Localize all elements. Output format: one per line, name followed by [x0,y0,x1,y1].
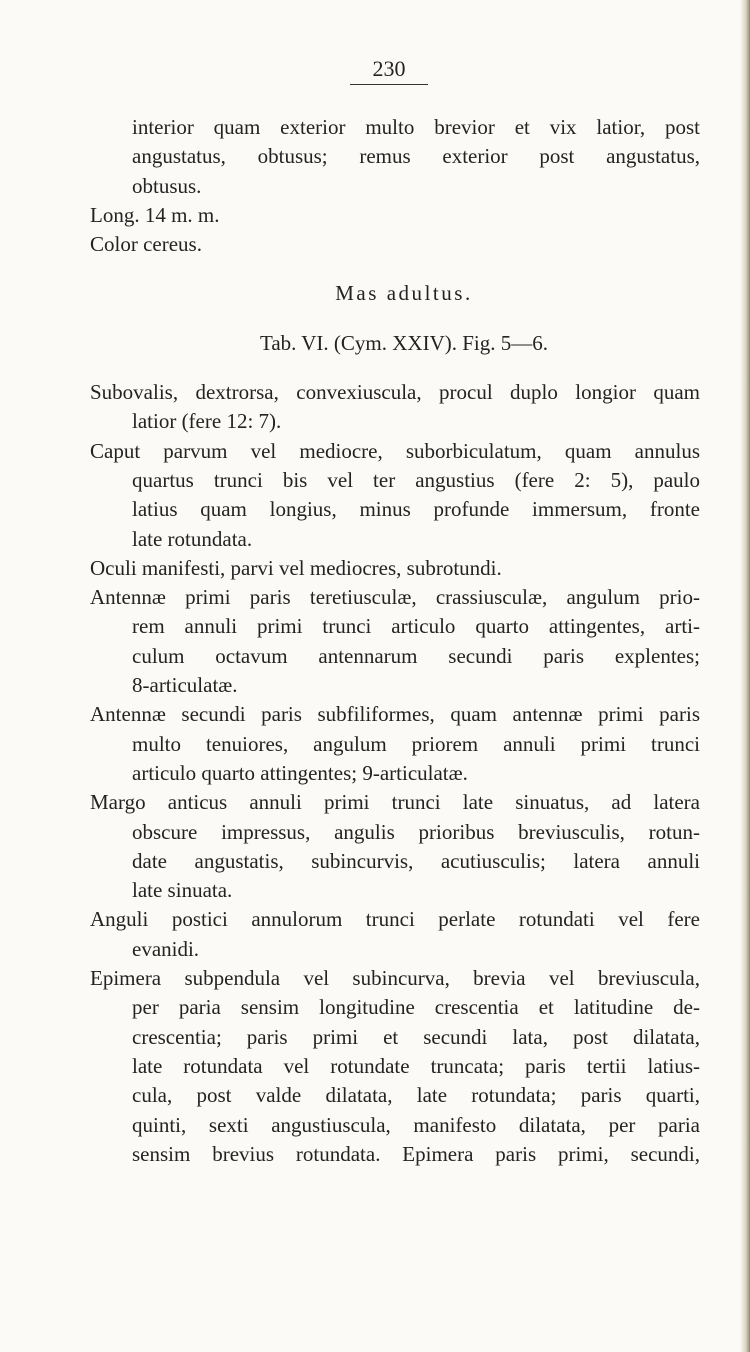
text-line: Color cereus. [90,232,202,257]
paragraph-epimera [90,964,700,1169]
text-line: obscure impressus, angulis prioribus breviusculis, rotun- [132,819,700,844]
text-line: Subovalis, dextrorsa, convexiuscula, procul duplo longior quam [90,380,700,405]
text-line: late sinuata. [132,878,233,903]
text-line: 8-articulatæ. [132,673,238,698]
page-number: 230 [372,56,406,81]
text-line: crescentia; paris primi et secundi lata, post dilatata, [132,1024,700,1049]
paragraph-color [90,230,700,259]
paragraph-antennae-second [90,700,700,788]
text-line: late rotundata vel rotundate truncata; paris tertii latius- [132,1053,700,1078]
text-line: quartus trunci bis vel ter angustius (fere 2: 5), paulo [132,467,700,492]
text-line: late rotundata. [132,526,253,551]
paragraph-continuation [90,113,700,201]
paragraph-antennae-first [90,583,700,700]
body-text [90,113,700,1169]
text-line: latior (fere 12: 7). [132,409,282,434]
text-line: rem annuli primi trunci articulo quarto attingentes, arti- [132,614,700,639]
text-line: Epimera subpendula vel subincurva, brevia vel breviuscula, [90,966,700,991]
paragraph-length [90,201,700,230]
text-line: Antennæ secundi paris subfiliformes, quam antennæ primi paris [90,702,700,727]
text-line: Antennæ primi paris teretiusculæ, crassiusculæ, angulum prio- [90,585,700,610]
text-line: quinti, sexti angustiuscula, manifesto dilatata, per paria [132,1112,700,1137]
text-line: angustatus, obtusus; remus exterior post angustatus, [132,144,700,169]
paragraph-eyes [90,554,700,583]
text-line: obtusus. [132,173,202,198]
page-number-rule [350,84,428,85]
figure-reference: Tab. VI. (Cym. XXIV). Fig. 5—6. [259,330,549,355]
text-line: sensim brevius rotundata. Epimera paris primi, secundi, [132,1141,700,1166]
text-line: Anguli postici annulorum trunci perlate rotundati vel fere [90,907,700,932]
text-line: Caput parvum vel mediocre, suborbiculatum, quam annulus [90,438,700,463]
text-line: culum octavum antennarum secundi paris explentes; [132,643,700,668]
text-line: date angustatis, subincurvis, acutiusculis; latera annuli [132,848,700,873]
text-line: interior quam exterior multo brevior et vix latior, post [132,115,700,139]
text-line: Oculi manifesti, parvi vel mediocres, subrotundi. [90,555,502,580]
text-line: Long. 14 m. m. [90,202,220,227]
paragraph-angles [90,905,700,964]
paragraph-margin [90,788,700,905]
paragraph-body-shape [90,378,700,437]
text-line: cula, post valde dilatata, late rotundata; paris quarti, [132,1083,700,1108]
text-line: Margo anticus annuli primi trunci late sinuatus, ad latera [90,790,700,815]
text-line: articulo quarto attingentes; 9-articulatæ. [132,760,468,785]
text-line: evanidi. [132,936,200,961]
text-line: latius quam longius, minus profunde immersum, fronte [132,497,700,522]
section-heading: Mas adultus. [335,281,473,306]
page-edge-shadow [740,0,750,1352]
text-line: per paria sensim longitudine crescentia et latitudine de- [132,995,700,1020]
text-line: multo tenuiores, angulum priorem annuli primi trunci [132,731,700,756]
paragraph-head [90,437,700,554]
